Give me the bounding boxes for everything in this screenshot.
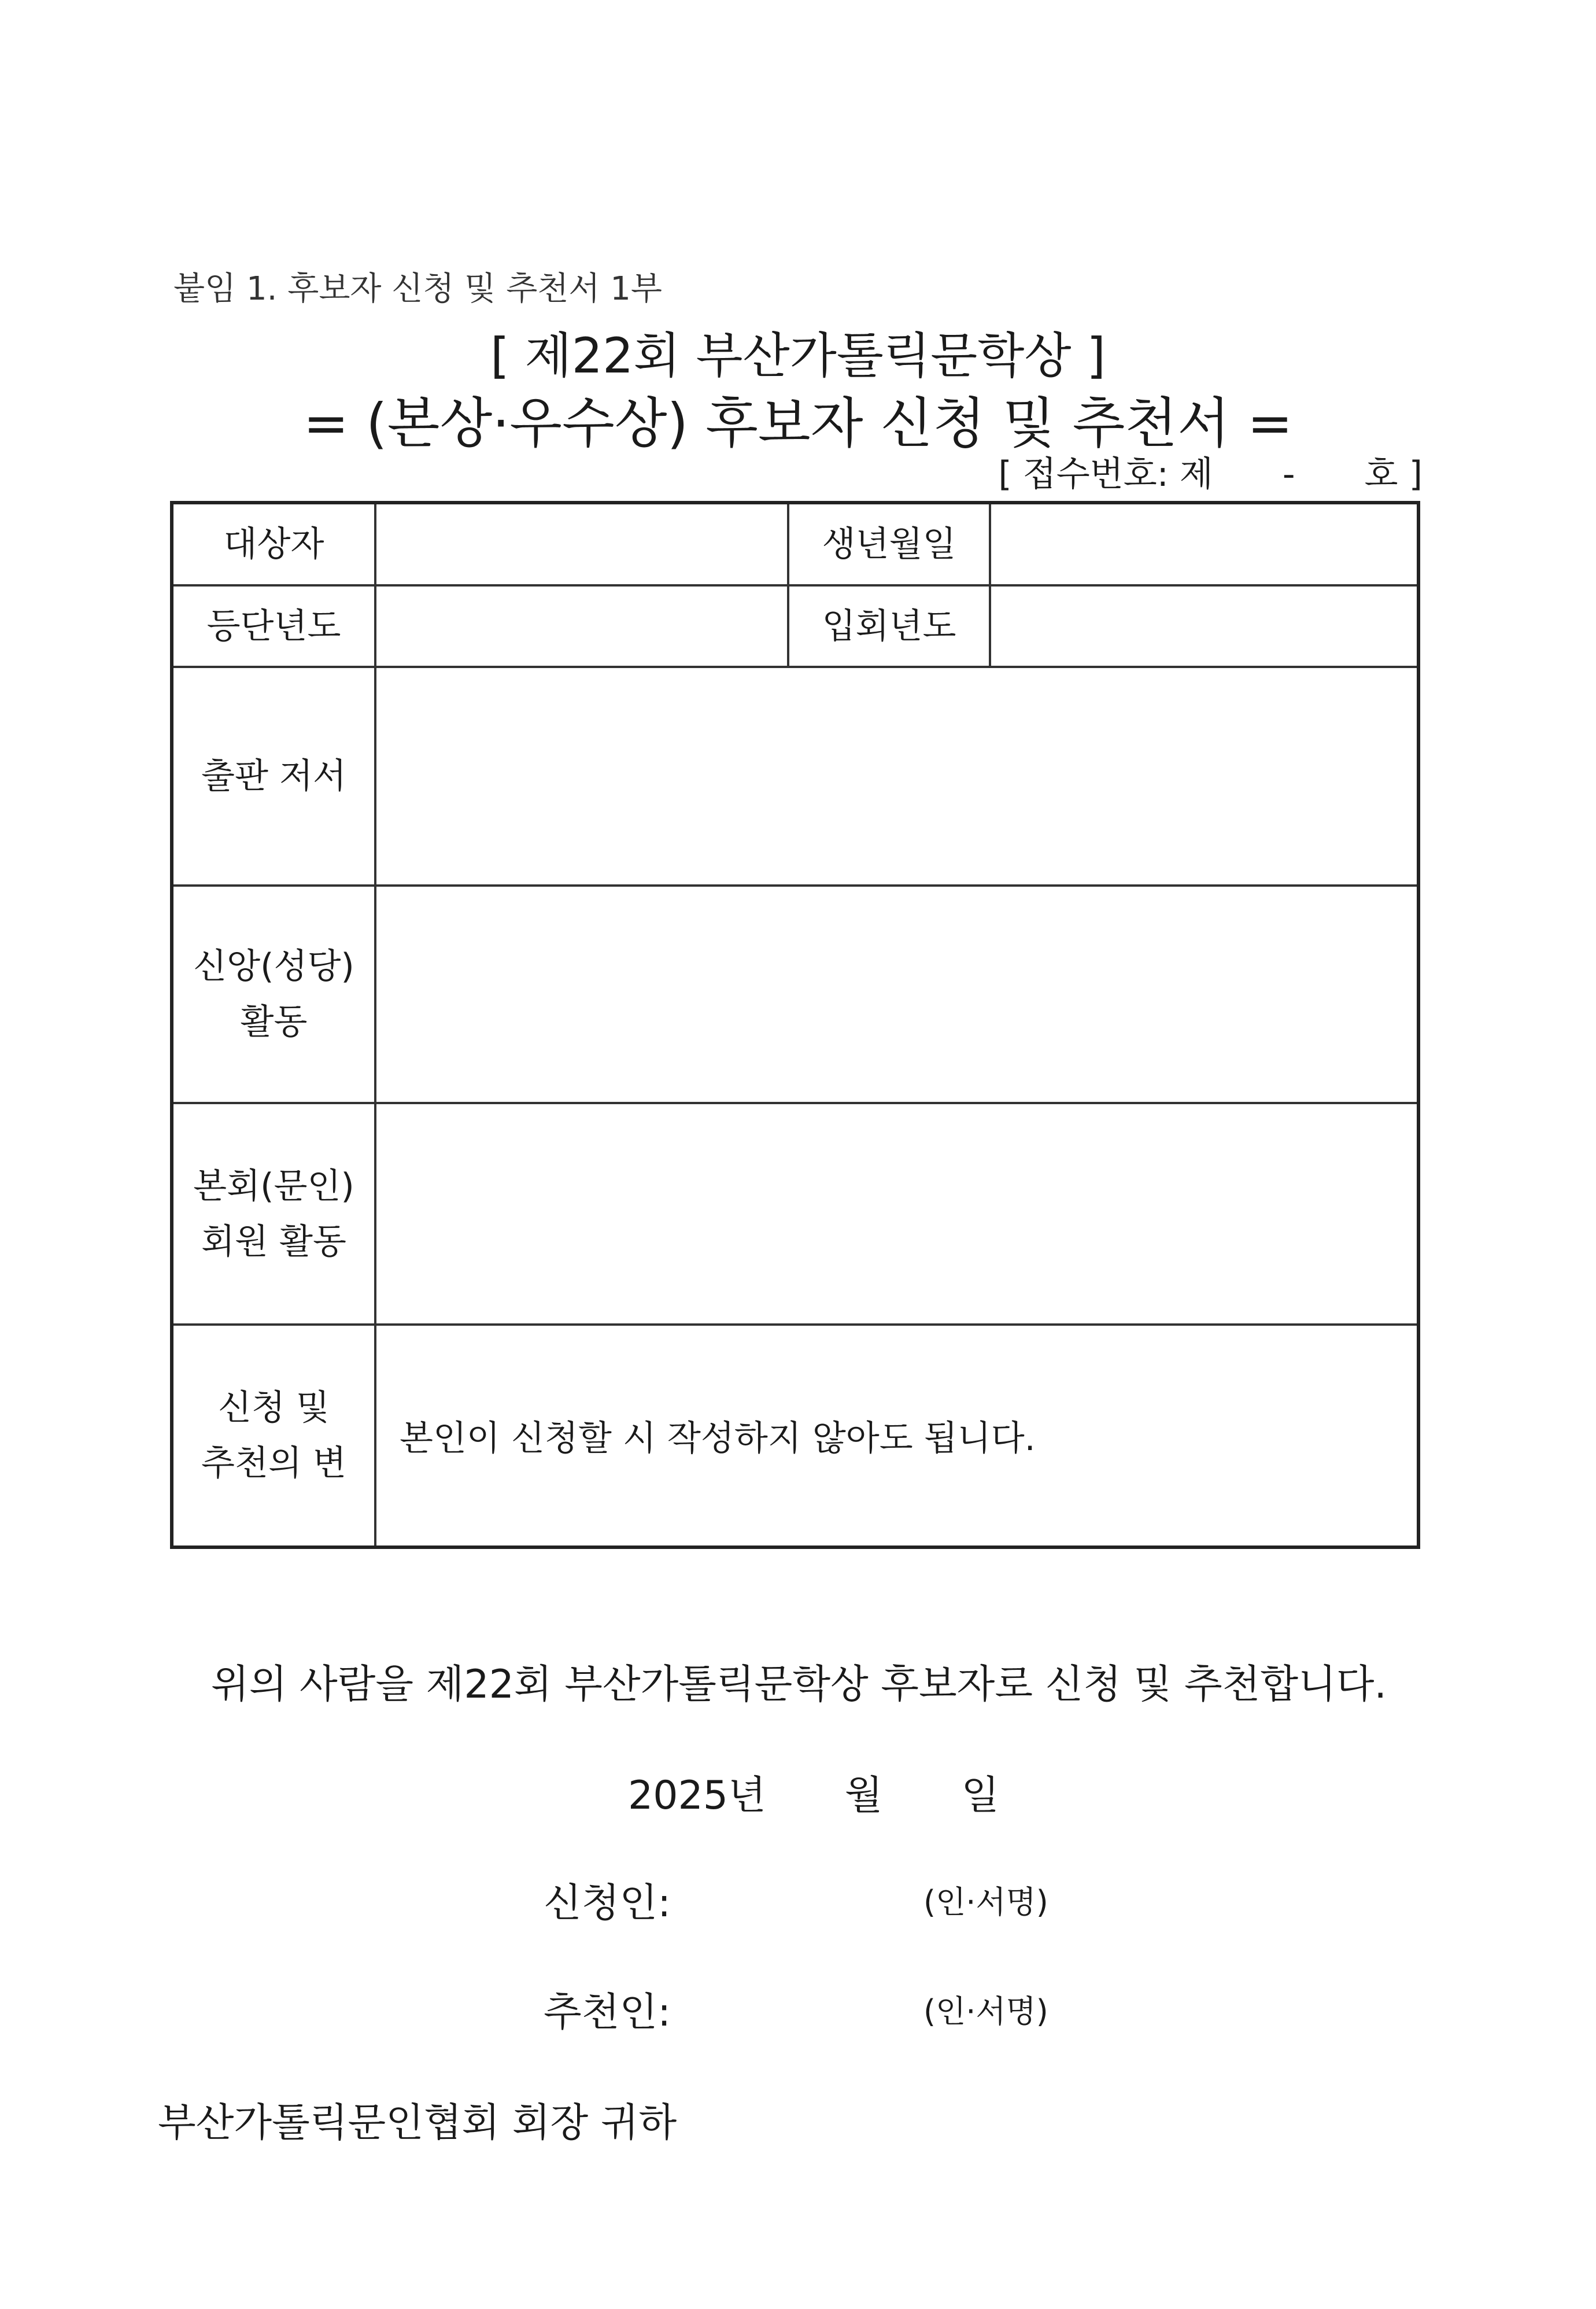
field-birth[interactable] xyxy=(990,503,1418,585)
label-line: 회원 활동 xyxy=(201,1221,346,1262)
label-debut-year: 등단년도 xyxy=(172,585,375,667)
field-join-year[interactable] xyxy=(990,585,1418,667)
field-debut-year[interactable] xyxy=(375,585,788,667)
application-table xyxy=(170,501,1420,1549)
field-faith-activity[interactable] xyxy=(375,886,1418,1103)
label-subject: 대상자 xyxy=(172,503,375,585)
date-line: 2025년 월 일 xyxy=(628,1773,1000,1819)
addressee: 부산가톨릭문인협회 회장 귀하 xyxy=(158,2100,677,2146)
receipt-number: [ 접수번호: 제 - 호 ] xyxy=(998,454,1423,495)
label-line: 추천의 변 xyxy=(201,1443,346,1484)
field-subject[interactable] xyxy=(375,503,788,585)
label-line: 신청 및 xyxy=(218,1388,330,1428)
label-line: 신앙(성당) xyxy=(193,946,354,987)
label-member-activity xyxy=(172,1103,375,1325)
label-birth: 생년월일 xyxy=(788,503,990,585)
award-title: [ 제22회 부산가톨릭문학상 ] xyxy=(490,327,1106,384)
label-publications: 출판 저서 xyxy=(172,667,375,886)
label-join-year: 입회년도 xyxy=(788,585,990,667)
declaration-sentence: 위의 사람을 제22회 부산가톨릭문학상 후보자로 신청 및 추천합니다. xyxy=(211,1662,1387,1707)
label-faith-activity xyxy=(172,886,375,1103)
label-reason xyxy=(172,1325,375,1547)
field-reason[interactable]: 본인이 신청할 시 작성하지 않아도 됩니다. xyxy=(375,1325,1418,1547)
recommender-label: 추천인: xyxy=(544,1990,671,2035)
field-publications[interactable] xyxy=(375,667,1418,886)
field-member-activity[interactable] xyxy=(375,1103,1418,1325)
form-title: = (본상·우수상) 후보자 신청 및 추천서 = xyxy=(303,392,1293,455)
applicant-signature[interactable]: (인·서명) xyxy=(923,1884,1048,1920)
applicant-label: 신청인: xyxy=(544,1880,671,1926)
label-line: 활동 xyxy=(240,1002,308,1042)
label-line: 본회(문인) xyxy=(193,1165,354,1207)
recommender-signature[interactable]: (인·서명) xyxy=(923,1993,1048,2030)
attachment-note: 붙임 1. 후보자 신청 및 추천서 1부 xyxy=(173,270,663,308)
